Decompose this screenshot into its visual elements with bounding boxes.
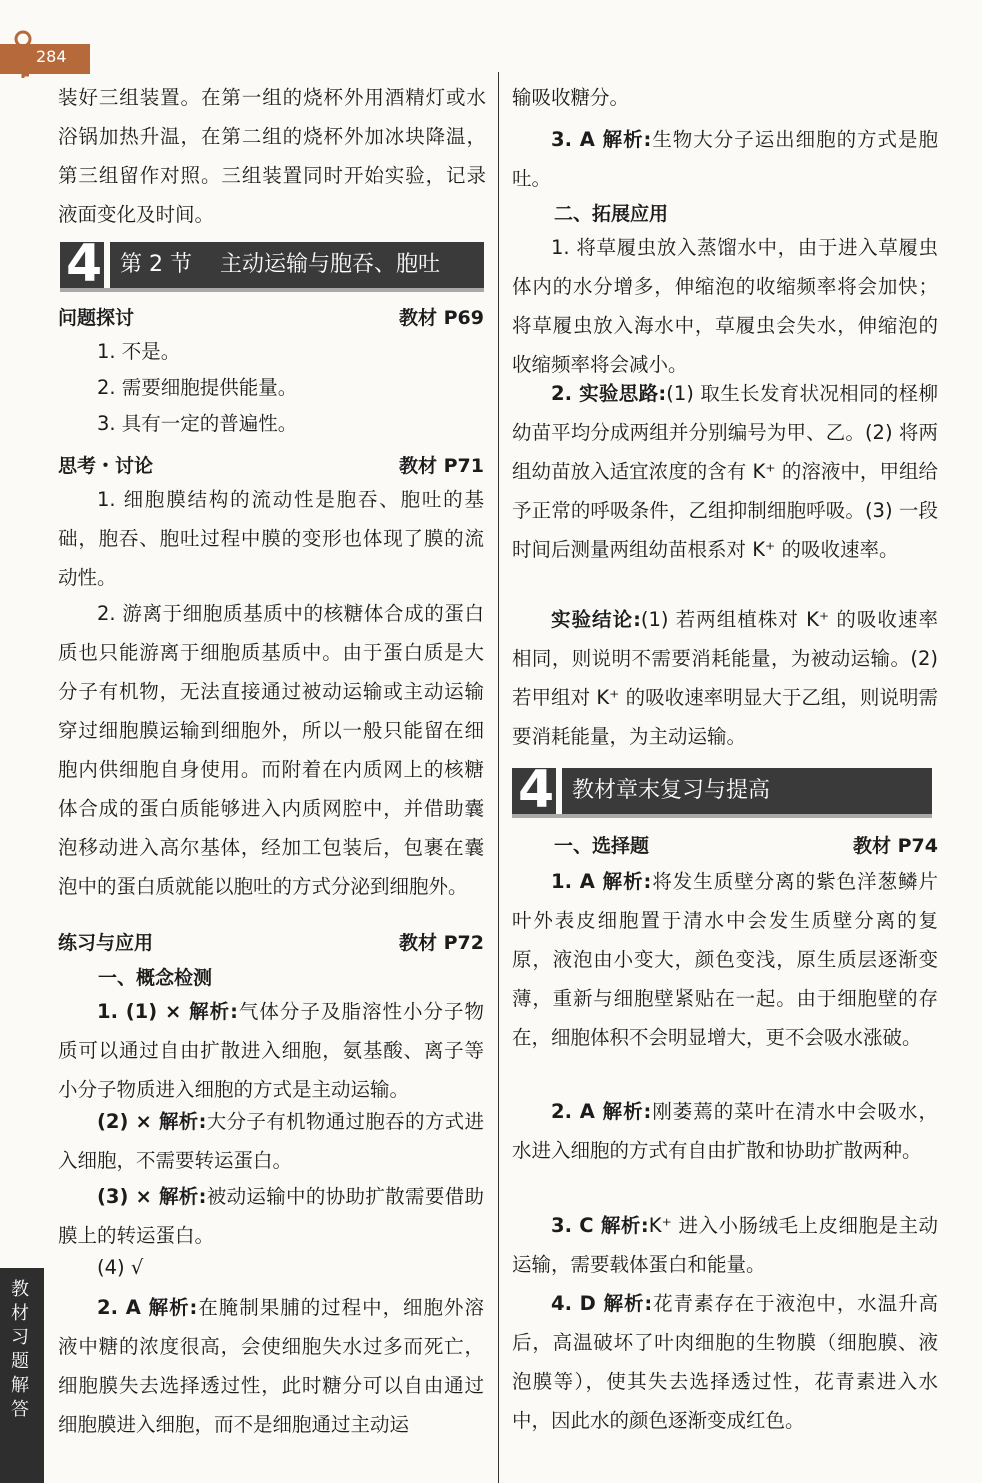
answer-text: 气体分子及脂溶性小分子物质可以通过自由扩散进入细胞，氨基酸、离子等小分子物质进入细胞的方式是主动运输。 xyxy=(58,1000,484,1101)
answer-paragraph xyxy=(512,1092,938,1170)
answer-paragraph xyxy=(512,600,938,756)
answer-text: 生物大分子运出细胞的方式是胞吐。 xyxy=(512,128,938,190)
chapter-review-banner xyxy=(512,760,932,820)
answer-key: (3) × 解析: xyxy=(97,1185,207,1208)
answer-key: (2) × 解析: xyxy=(97,1110,207,1133)
answer-key: 1. A 解析: xyxy=(551,870,652,893)
answer-paragraph xyxy=(512,862,938,1057)
answer-text: 在腌制果脯的过程中，细胞外溶液中糖的浓度很高，会使细胞失水过多而死亡，细胞膜失去选择透过性，此时糖分可以自由通过细胞膜进入细胞，而不是细胞通过主动运 xyxy=(58,1296,484,1436)
section-heading-discussion xyxy=(58,451,484,478)
answer-text: 花青素存在于液泡中，水温升高后，高温破坏了叶肉细胞的生物膜（细胞膜、液泡膜等），使其失去选择透过性，花青素进入水中，因此水的颜色逐渐变成红色。 xyxy=(512,1292,938,1432)
subsection-title: 二、拓展应用 xyxy=(554,203,669,225)
side-tab-label: 教材习题解答 xyxy=(11,1279,29,1420)
answer-key: 2. 实验思路: xyxy=(551,382,667,405)
answer-text: (1) 若两组植株对 K⁺ 的吸收速率相同，则说明不需要消耗能量，为被动运输。(2) 若甲组对 K⁺ 的吸收速率明显大于乙组，则说明需要消耗能量，为主动运输。 xyxy=(512,608,938,748)
answer-key: 实验结论: xyxy=(551,608,641,631)
section-title: 练习与应用 xyxy=(58,932,154,954)
answer-paragraph xyxy=(58,1288,484,1444)
answer-text: 大分子有机物通过胞吞的方式进入细胞，不需要转运蛋白。 xyxy=(58,1110,484,1172)
answer-paragraph xyxy=(58,1177,484,1255)
banner-number: 4 xyxy=(518,760,555,820)
banner-bar xyxy=(556,768,562,814)
continued-text: 输吸收糖分。 xyxy=(512,86,630,109)
answer-text: 被动运输中的协助扩散需要借助膜上的转运蛋白。 xyxy=(58,1185,484,1247)
subsection-title: 一、概念检测 xyxy=(98,967,213,989)
section-title: 问题探讨 xyxy=(58,307,135,329)
section-banner xyxy=(60,234,484,294)
section-title: 思考・讨论 xyxy=(58,455,154,477)
answer-key: 3. A 解析: xyxy=(551,128,652,151)
side-tab xyxy=(0,1268,44,1483)
banner-title: 第 2 节 主动运输与胞吞、胞吐 xyxy=(120,252,440,277)
key-icon xyxy=(8,30,38,82)
answer-text: (1) 取生长发育状况相同的柽柳幼苗平均分成两组并分别编号为甲、乙。(2) 将两组幼苗放入适宜浓度的含有 K⁺ 的溶液中，甲组给予正常的呼吸条件，乙组抑制细胞呼吸。(3) 一段时间后测量两组幼苗根系对 K⁺ 的吸收速率。 xyxy=(512,382,938,561)
answer-text: 刚萎蔫的菜叶在清水中会吸水，水进入细胞的方式有自由扩散和协助扩散两种。 xyxy=(512,1100,938,1162)
answer-paragraph xyxy=(58,1102,484,1180)
answer-paragraph xyxy=(512,1284,938,1440)
banner-number: 4 xyxy=(66,234,103,294)
answer-paragraph xyxy=(512,374,938,569)
answer-paragraph xyxy=(512,120,938,198)
answer-paragraph: 2. 游离于细胞质基质中的核糖体合成的蛋白质也只能游离于细胞质基质中。由于蛋白质是大分子有机物，无法直接通过被动运输或主动运输穿过细胞膜运输到细胞外，所以一般只能留在细胞内供细胞自身使用。而附着在内质网上的核糖体合成的蛋白质能够进入内质网腔中，并借助囊泡移动进入高尔基体，经加工包装后，包裹在囊泡中的蛋白质就能以胞吐的方式分泌到细胞外。 xyxy=(58,602,484,898)
answer-line: 2. 需要细胞提供能量。 xyxy=(97,376,298,399)
answer-line: 1. 不是。 xyxy=(97,340,181,363)
section-heading-problem xyxy=(58,303,484,330)
section-heading-practice xyxy=(58,928,484,955)
textbook-page-ref: 教材 P71 xyxy=(399,455,484,477)
answer-key: 4. D 解析: xyxy=(551,1292,653,1315)
answer-paragraph xyxy=(512,1206,938,1284)
answer-paragraph: 1. 将草履虫放入蒸馏水中，由于进入草履虫体内的水分增多，伸缩泡的收缩频率将会加快；将草履虫放入海水中，草履虫会失水，伸缩泡的收缩频率将会减小。 xyxy=(512,236,938,376)
answer-key: 1. (1) × 解析: xyxy=(97,1000,238,1023)
answer-text: 将发生质壁分离的紫色洋葱鳞片叶外表皮细胞置于清水中会发生质壁分离的复原，液泡由小变大，颜色变浅，原生质层逐渐变薄，重新与细胞壁紧贴在一起。由于细胞壁的存在，细胞体积不会明显增大，更不会吸水涨破。 xyxy=(512,870,938,1049)
textbook-page-ref: 教材 P69 xyxy=(399,307,484,329)
answer-key: 2. A 解析: xyxy=(97,1296,198,1319)
answer-line: (4) √ xyxy=(97,1256,144,1279)
answer-key: 3. C 解析: xyxy=(551,1214,649,1237)
section-title: 一、选择题 xyxy=(554,835,650,857)
section-heading-choice xyxy=(554,831,938,858)
column-divider xyxy=(498,72,499,1483)
answer-paragraph: 1. 细胞膜结构的流动性是胞吞、胞吐的基础，胞吞、胞吐过程中膜的变形也体现了膜的流动性。 xyxy=(58,488,484,589)
intro-paragraph: 装好三组装置。在第一组的烧杯外用酒精灯或水浴锅加热升温，在第二组的烧杯外加冰块降温，第三组留作对照。三组装置同时开始实验，记录液面变化及时间。 xyxy=(58,86,486,226)
answer-key: 2. A 解析: xyxy=(551,1100,652,1123)
textbook-page-ref: 教材 P74 xyxy=(853,835,938,857)
answer-text: K⁺ 进入小肠绒毛上皮细胞是主动运输，需要载体蛋白和能量。 xyxy=(512,1214,939,1276)
textbook-page-ref: 教材 P72 xyxy=(399,932,484,954)
page-number: 284 xyxy=(36,47,67,66)
banner-title: 教材章末复习与提高 xyxy=(572,778,771,803)
answer-line: 3. 具有一定的普遍性。 xyxy=(97,412,298,435)
answer-paragraph xyxy=(58,992,484,1109)
banner-bar xyxy=(104,242,110,288)
